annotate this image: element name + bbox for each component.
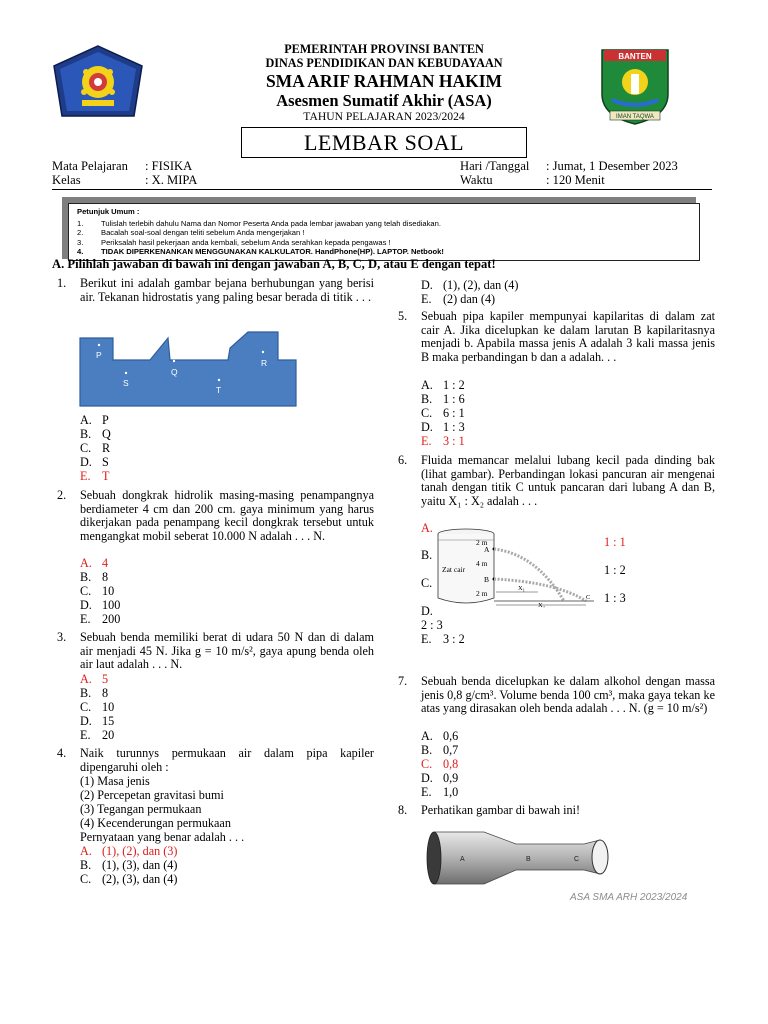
exam-name: Asesmen Sumatif Akhir (ASA) [276, 91, 492, 110]
q6-option-b-label[interactable]: B. [421, 548, 433, 562]
q5-option-a[interactable]: A. 1 : 2 [421, 378, 465, 392]
question-6: 6. Fluida memancar melalui lubang kecil pada dinding bak (lihat gambar). Perbandingan lokasi pancuran air mengenai tanah dengan titik C untuk pancaran dari lubang A dan B, yaitu X₁ : X₂ adalah . . . [398, 453, 715, 509]
instructions-box [68, 203, 700, 261]
q1-option-b[interactable]: B. Q [80, 427, 111, 441]
instruction-item: 3. Periksalah hasil pekerjaan anda kembali, sebelum Anda serahkan kepada pengawas ! [77, 237, 391, 247]
q4-option-d[interactable]: D. (1), (2), dan (4) [421, 278, 519, 292]
q4-item-4: (4) Kecenderungan permukaan [80, 816, 231, 830]
instruction-item: 2. Bacalah soal-soal dengan teliti sebelum Anda mengerjakan ! [77, 228, 305, 238]
q1-option-e[interactable]: E. T [80, 469, 110, 483]
class-value: : X. MIPA [145, 173, 198, 187]
q3-option-d[interactable]: D. 15 [80, 714, 115, 728]
point-r-label: R [261, 358, 268, 368]
height-label-mid: 4 m [476, 559, 488, 568]
question-6-text: Fluida memancar melalui lubang kecil pada dinding bak (lihat gambar). Perbandingan lokasi pancuran air mengenai tanah dengan titik C untuk pancaran dari lubang A dan B, yaitu X₁ : X₂ adalah . . . [421, 453, 715, 509]
question-8: 8. Perhatikan gambar di bawah ini! [398, 804, 715, 818]
q1-option-c[interactable]: C. R [80, 441, 111, 455]
class-label: Kelas [52, 173, 81, 187]
section-a-label: A [460, 856, 465, 863]
point-q-label: Q [171, 367, 178, 377]
section-b-label: B [526, 856, 531, 863]
q3-option-c[interactable]: C. 10 [80, 700, 115, 714]
q3-option-b[interactable]: B. 8 [80, 686, 109, 700]
section-c-label: C [574, 856, 580, 863]
q3-option-a[interactable]: A. 5 [80, 672, 109, 686]
q2-option-e[interactable]: E. 200 [80, 612, 121, 626]
q1-option-a[interactable]: A. P [80, 413, 109, 427]
emblem-top-text: BANTEN [618, 52, 652, 61]
page-footer: ASA SMA ARH 2023/2024 [570, 892, 688, 903]
question-4: 4. Naik turunnys permukaan air dalam pipa kapiler dipengaruhi oleh : [57, 746, 374, 774]
q7-option-e[interactable]: E. 1,0 [421, 785, 459, 799]
q4-option-e[interactable]: E. (2) dan (4) [421, 292, 496, 306]
point-c-label: C [586, 594, 591, 601]
q5-option-b[interactable]: B. 1 : 6 [421, 392, 465, 406]
q4-item-2: (2) Percepetan gravitasi bumi [80, 788, 224, 802]
q4-statement: Pernyataan yang benar adalah . . . [80, 830, 245, 844]
x2-label: X₂ [538, 602, 545, 608]
q7-option-b[interactable]: B. 0,7 [421, 743, 459, 757]
page-title: LEMBAR SOAL [241, 127, 527, 158]
q7-option-d[interactable]: D. 0,9 [421, 771, 459, 785]
dept-line: DINAS PENDIDIKAN DAN KEBUDAYAAN [265, 56, 503, 70]
point-s-label: S [123, 378, 129, 388]
q3-option-e[interactable]: E. 20 [80, 728, 115, 742]
q2-option-c[interactable]: C. 10 [80, 584, 115, 598]
section-heading: A. Pilihlah jawaban di bawah ini dengan jawaban A, B, C, D, atau E dengan tepat! [52, 257, 496, 271]
point-t-label: T [216, 385, 222, 395]
question-8-text: Perhatikan gambar di bawah ini! [421, 803, 581, 817]
banten-emblem [596, 44, 674, 126]
question-2-text: Sebuah dongkrak hidrolik masing-masing penampangnya berdiameter 4 cm dan 200 cm. gaya minimum yang harus dikerjakan pada penampang kecil dongkrak tersebut untuk mengangkat mobil seberat 10.000 N adalah . . . N. [80, 488, 374, 544]
school-year: TAHUN PELAJARAN 2023/2024 [303, 110, 465, 123]
emblem-bottom-text: IMAN TAQWA [616, 114, 654, 120]
q6-option-b-value[interactable]: 1 : 2 [604, 563, 626, 577]
q6-option-a-label[interactable]: A. [421, 521, 433, 535]
x1-label: X₁ [518, 585, 525, 592]
q6-option-d-label[interactable]: D. [421, 604, 433, 618]
q4-item-3: (3) Tegangan permukaan [80, 802, 202, 816]
question-5: 5. Sebuah pipa kapiler mempunyai kapilaritas di dalam zat cair A. Jika dicelupkan ke dalam larutan B kapilaritasnya menjadi b. Apabila massa jenis A adalah 3 kali massa jenis B maka perbandingan b dan a adalah. . . [398, 309, 715, 365]
q4-option-c[interactable]: C. (2), (3), dan (4) [80, 872, 178, 886]
gov-line: PEMERINTAH PROVINSI BANTEN [284, 42, 484, 56]
subject-label: Mata Pelajaran [52, 159, 128, 173]
q6-option-d-value[interactable]: 2 : 3 [421, 618, 443, 632]
question-1-text: Berikut ini adalah gambar bejana berhubungan yang berisi air. Tekanan hidrostatis yang paling besar berada di titik . . . [80, 276, 374, 304]
time-label: Waktu [460, 173, 493, 187]
q5-option-c[interactable]: C. 6 : 1 [421, 406, 465, 420]
q5-option-d[interactable]: D. 1 : 3 [421, 420, 465, 434]
q6-option-e[interactable]: E. 3 : 2 [421, 632, 465, 646]
q6-option-a-value[interactable]: 1 : 1 [604, 535, 626, 549]
q4-option-a[interactable]: A. (1), (2), dan (3) [80, 844, 178, 858]
question-2: 2. Sebuah dongkrak hidrolik masing-masing penampangnya berdiameter 4 cm dan 200 cm. gaya minimum yang harus dikerjakan pada penampang kecil dongkrak tersebut untuk mengangkat mobil seberat 10.000 N adalah . . . N. [57, 488, 374, 544]
question-4-text: Naik turunnys permukaan air dalam pipa kapiler dipengaruhi oleh : [80, 746, 374, 774]
venturi-pipe-diagram [424, 828, 614, 888]
height-label-top: 2 m [476, 538, 488, 547]
hole-a-label: A [484, 545, 490, 554]
question-5-text: Sebuah pipa kapiler mempunyai kapilaritas di dalam zat cair A. Jika dicelupkan ke dalam larutan B kapilaritasnya menjadi b. Apabila massa jenis A adalah 3 kali massa jenis B maka perbandingan b dan a adalah. . . [421, 309, 715, 365]
q2-option-a[interactable]: A. 4 [80, 556, 109, 570]
date-label: Hari /Tanggal [460, 159, 530, 173]
date-value: : Jumat, 1 Desember 2023 [546, 159, 678, 173]
instructions-heading: Petunjuk Umum : [77, 207, 140, 216]
hole-b-label: B [484, 575, 490, 584]
question-1: 1. Berikut ini adalah gambar bejana berhubungan yang berisi air. Tekanan hidrostatis yang paling besar berada di titik . . . [57, 276, 374, 304]
liquid-label: Zat cair [442, 565, 466, 574]
question-7: 7. Sebuah benda dicelupkan ke dalam alkohol dengan massa jenis 0,8 g/cm³. Volume benda 100 cm³, maka gaya tekan ke atas yang dirasakan oleh benda adalah . . . N. (g = 10 m/s²) [398, 674, 715, 716]
q4-option-b[interactable]: B. (1), (3), dan (4) [80, 858, 178, 872]
question-3-text: Sebuah benda memiliki berat di udara 50 N dan di dalam air menjadi 45 N. Jika g = 10 m/s², gaya apung benda oleh air laut adalah . . . N. [80, 630, 374, 672]
instruction-item: 1. Tulislah terlebih dahulu Nama dan Nomor Peserta Anda pada lembar jawaban yang telah disediakan. [77, 218, 441, 228]
question-7-text: Sebuah benda dicelupkan ke dalam alkohol dengan massa jenis 0,8 g/cm³. Volume benda 100 cm³, maka gaya tekan ke atas yang dirasakan oleh benda adalah . . . N. (g = 10 m/s²) [421, 674, 715, 716]
q2-option-d[interactable]: D. 100 [80, 598, 121, 612]
instruction-item: 4. TIDAK DIPERKENANKAN MENGGUNAKAN KALKULATOR. HandPhone(HP). LAPTOP. Netbook! [77, 247, 444, 257]
q1-option-d[interactable]: D. S [80, 455, 109, 469]
water-tank-diagram [436, 526, 598, 608]
school-name: SMA ARIF RAHMAN HAKIM [265, 71, 503, 91]
q5-option-e[interactable]: E. 3 : 1 [421, 434, 465, 448]
connected-vessel-diagram [78, 330, 300, 410]
question-3: 3. Sebuah benda memiliki berat di udara 50 N dan di dalam air menjadi 45 N. Jika g = 10 m/s², gaya apung benda oleh air laut adalah . . . N. [57, 630, 374, 672]
q6-option-c-label[interactable]: C. [421, 576, 433, 590]
subject-value: : FISIKA [145, 159, 193, 173]
q6-option-c-value[interactable]: 1 : 3 [604, 591, 626, 605]
point-p-label: P [96, 350, 102, 360]
height-label-bottom: 2 m [476, 589, 488, 598]
q7-option-c[interactable]: C. 0,8 [421, 757, 459, 771]
q4-item-1: (1) Masa jenis [80, 774, 150, 788]
q7-option-a[interactable]: A. 0,6 [421, 729, 459, 743]
meta-divider [52, 189, 712, 190]
q2-option-b[interactable]: B. 8 [80, 570, 109, 584]
time-value: : 120 Menit [546, 173, 605, 187]
